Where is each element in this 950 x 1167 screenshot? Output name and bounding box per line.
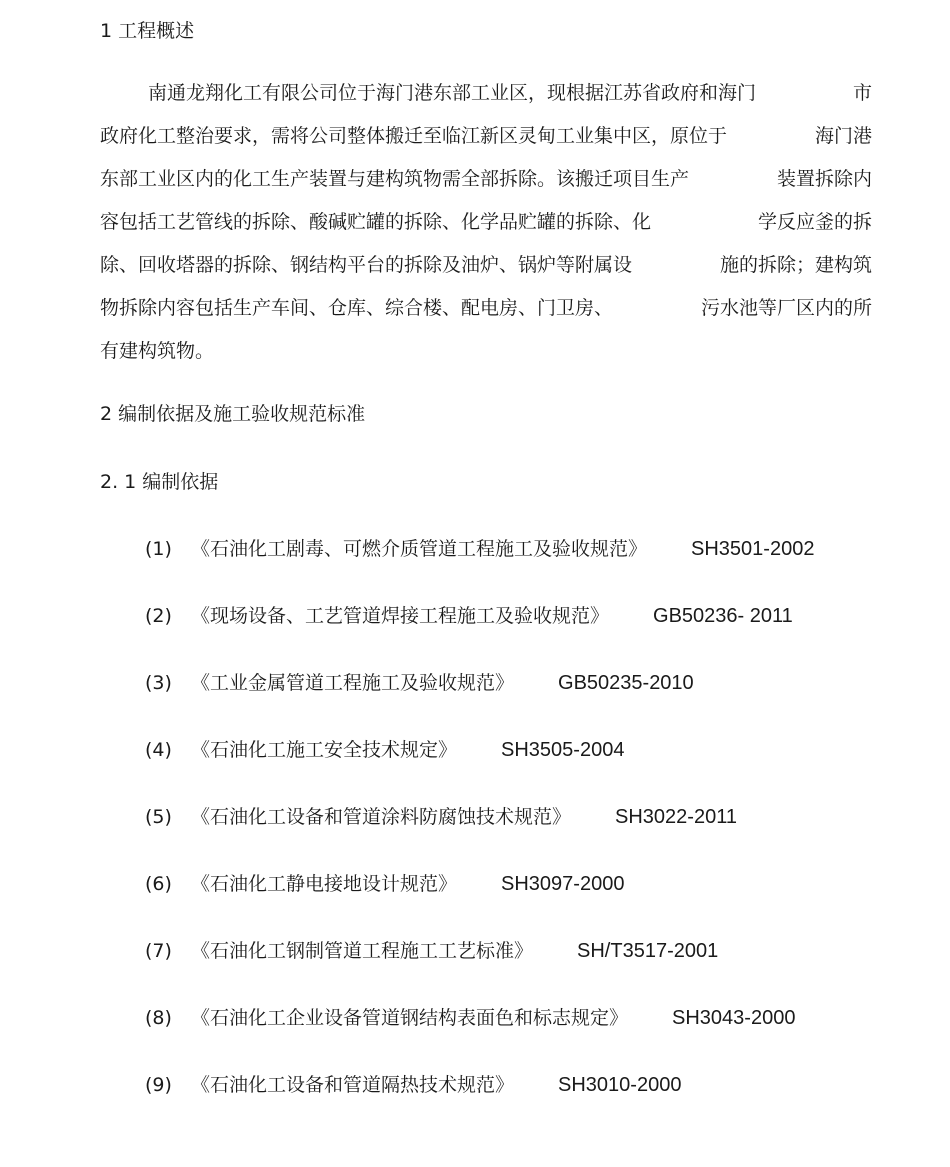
reference-code: SH3505-2004: [501, 739, 625, 761]
reference-number: (5): [145, 806, 172, 828]
line-text: 物拆除内容包括生产车间、仓库、综合楼、配电房、门卫房、: [100, 297, 614, 319]
reference-code: GB50236- 2011: [653, 605, 793, 627]
reference-item: [145, 1068, 905, 1135]
line-text: 海门港: [814, 125, 872, 147]
line-text: 容包括工艺管线的拆除、酸碱贮罐的拆除、化学品贮罐的拆除、化: [100, 211, 652, 233]
paragraph-line: [100, 330, 872, 373]
section-2-1-heading: 2. 1 编制依据: [100, 471, 219, 493]
reference-number: (7): [145, 940, 172, 962]
reference-title: 《石油化工设备和管道涂料防腐蚀技术规范》: [191, 806, 572, 828]
line-text: 装置拆除内: [776, 168, 872, 190]
reference-item: [145, 867, 905, 934]
reference-number: (3): [145, 672, 172, 694]
reference-number: (9): [145, 1074, 172, 1096]
reference-title: 《工业金属管道工程施工及验收规范》: [191, 672, 515, 694]
reference-title: 《石油化工剧毒、可燃介质管道工程施工及验收规范》: [191, 538, 648, 560]
reference-title: 《石油化工设备和管道隔热技术规范》: [191, 1074, 515, 1096]
reference-code: SH3501-2002: [691, 538, 815, 560]
reference-item: [145, 1001, 905, 1068]
line-text: 施的拆除；建构筑: [719, 254, 872, 276]
section-2-heading: 2 编制依据及施工验收规范标准: [100, 403, 366, 425]
line-text: 有建构筑物。: [100, 340, 215, 362]
paragraph-line: [100, 115, 872, 158]
reference-title: 《石油化工企业设备管道钢结构表面色和标志规定》: [191, 1007, 629, 1029]
line-text: 政府化工整治要求，需将公司整体搬迁至临江新区灵甸工业集中区，原位于: [100, 125, 728, 147]
reference-list: [145, 532, 905, 1135]
line-text: 南通龙翔化工有限公司位于海门港东部工业区，现根据江苏省政府和海门: [148, 82, 757, 104]
reference-item: [145, 934, 905, 1001]
reference-code: SH3043-2000: [672, 1007, 796, 1029]
reference-title: 《石油化工静电接地设计规范》: [191, 873, 458, 895]
line-text: 除、回收塔器的拆除、钢结构平台的拆除及油炉、锅炉等附属设: [100, 254, 633, 276]
reference-code: SH3010-2000: [558, 1074, 682, 1096]
paragraph-line: [100, 244, 872, 287]
reference-item: [145, 733, 905, 800]
reference-title: 《现场设备、工艺管道焊接工程施工及验收规范》: [191, 605, 610, 627]
reference-item: [145, 599, 905, 666]
reference-number: (6): [145, 873, 172, 895]
reference-title: 《石油化工钢制管道工程施工工艺标准》: [191, 940, 534, 962]
reference-number: (8): [145, 1007, 172, 1029]
reference-code: SH/T3517-2001: [577, 940, 719, 962]
reference-item: [145, 666, 905, 733]
reference-code: SH3022-2011: [615, 806, 737, 828]
paragraph-line: [100, 201, 872, 244]
reference-number: (2): [145, 605, 172, 627]
paragraph-line: [100, 72, 872, 115]
reference-number: (1): [145, 538, 172, 560]
line-text: 污水池等厂区内的所: [700, 297, 872, 319]
paragraph-line: [100, 287, 872, 330]
section-1-heading: 1 工程概述: [100, 20, 195, 42]
line-text: 东部工业区内的化工生产装置与建构筑物需全部拆除。该搬迁项目生产: [100, 168, 690, 190]
paragraph-line: [100, 158, 872, 201]
reference-item: [145, 532, 905, 599]
section-1-paragraph: [100, 72, 872, 373]
reference-code: GB50235-2010: [558, 672, 694, 694]
reference-item: [145, 800, 905, 867]
reference-title: 《石油化工施工安全技术规定》: [191, 739, 458, 761]
reference-number: (4): [145, 739, 172, 761]
line-text: 学反应釜的拆: [757, 211, 872, 233]
reference-code: SH3097-2000: [501, 873, 625, 895]
line-text: 市: [852, 82, 872, 104]
